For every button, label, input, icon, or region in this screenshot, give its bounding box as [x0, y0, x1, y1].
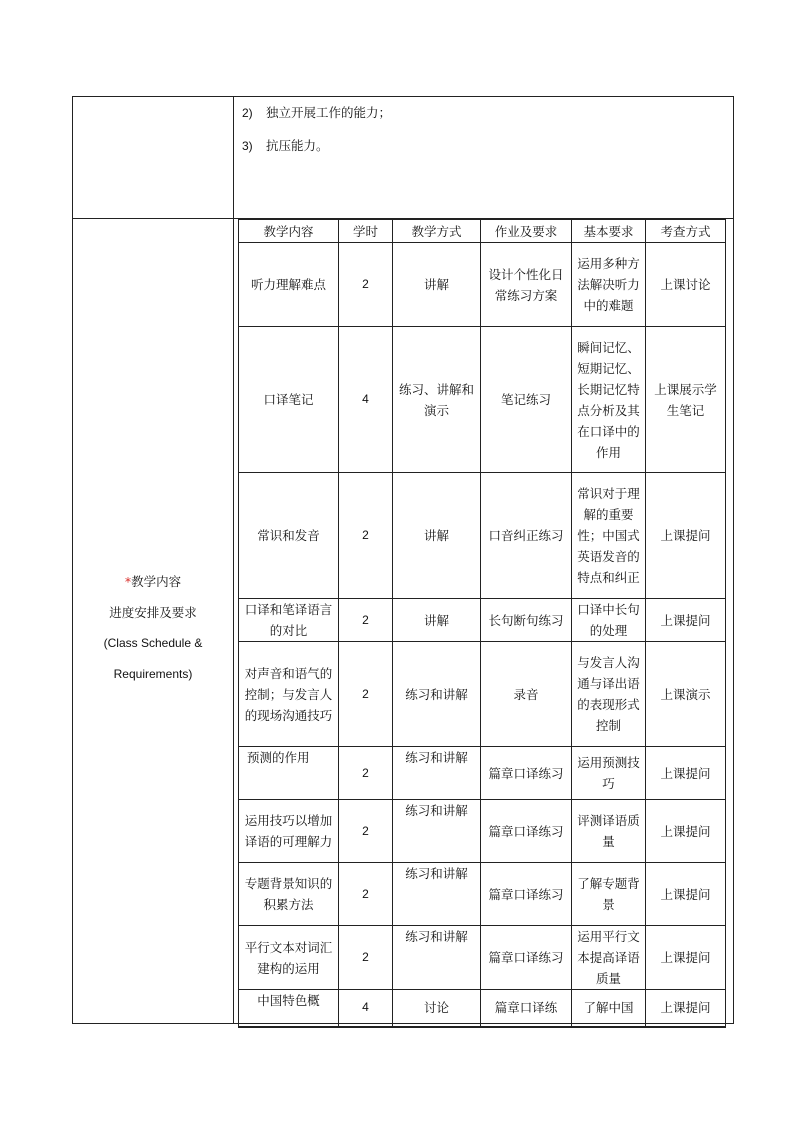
- cell-content: 平行文本对词汇建构的运用: [239, 926, 339, 990]
- cell-basic: 评测译语质量: [572, 800, 646, 863]
- cell-hours: 2: [339, 800, 393, 863]
- schedule-table: [238, 219, 726, 1028]
- cell-content: 常识和发音: [239, 473, 339, 599]
- cell-assess: 上课提问: [646, 747, 726, 800]
- ability-item: [242, 137, 391, 170]
- header-basic: 基本要求: [572, 220, 646, 243]
- header-homework: 作业及要求: [481, 220, 572, 243]
- column-divider: [233, 96, 234, 1024]
- cell-basic: 常识对于理解的重要性；中国式英语发音的特点和纠正: [572, 473, 646, 599]
- cell-assess: 上课提问: [646, 599, 726, 642]
- cell-method: 练习和讲解: [393, 642, 481, 747]
- table-row: [239, 473, 726, 599]
- cell-homework: 篇章口译练习: [481, 863, 572, 926]
- cell-basic: 运用多种方法解决听力中的难题: [572, 243, 646, 327]
- cell-homework: 篇章口译练习: [481, 800, 572, 863]
- header-method: 教学方式: [393, 220, 481, 243]
- cell-method: 练习和讲解: [393, 926, 481, 990]
- cell-homework: 篇章口译练: [481, 990, 572, 1027]
- cell-method: 练习和讲解: [393, 863, 481, 926]
- section-label-english-2: Requirements): [113, 667, 193, 681]
- cell-homework: 设计个性化日常练习方案: [481, 243, 572, 327]
- cell-homework: 长句断句练习: [481, 599, 572, 642]
- table-row: [239, 800, 726, 863]
- cell-method: 练习和讲解: [393, 800, 481, 863]
- ability-item-text: 独立开展工作的能力；: [266, 105, 392, 120]
- section-label-title: *教学内容: [124, 574, 182, 589]
- cell-content: 预测的作用: [239, 747, 339, 800]
- cell-basic: 瞬间记忆、短期记忆、长期记忆特点分析及其在口译中的作用: [572, 327, 646, 473]
- cell-assess: 上课讨论: [646, 243, 726, 327]
- cell-hours: 2: [339, 642, 393, 747]
- cell-homework: 篇章口译练习: [481, 747, 572, 800]
- cell-basic: 了解专题背景: [572, 863, 646, 926]
- cell-assess: 上课提问: [646, 990, 726, 1027]
- section-label-subtitle: 进度安排及要求: [109, 605, 197, 620]
- table-row: [239, 926, 726, 990]
- table-row: [239, 990, 726, 1027]
- cell-content: 对声音和语气的控制；与发言人的现场沟通技巧: [239, 642, 339, 747]
- cell-homework: 篇章口译练习: [481, 926, 572, 990]
- cell-assess: 上课提问: [646, 926, 726, 990]
- table-row: [239, 747, 726, 800]
- header-assess: 考查方式: [646, 220, 726, 243]
- cell-assess: 上课提问: [646, 473, 726, 599]
- table-row: [239, 863, 726, 926]
- cell-assess: 上课提问: [646, 800, 726, 863]
- cell-method: 讲解: [393, 243, 481, 327]
- table-row: [239, 327, 726, 473]
- cell-homework: 录音: [481, 642, 572, 747]
- cell-basic: 与发言人沟通与译出语的表现形式控制: [572, 642, 646, 747]
- cell-content: 运用技巧以增加译语的可理解力: [239, 800, 339, 863]
- cell-hours: 2: [339, 926, 393, 990]
- cell-content: 口译和笔译语言的对比: [239, 599, 339, 642]
- cell-content: 专题背景知识的积累方法: [239, 863, 339, 926]
- cell-hours: 2: [339, 747, 393, 800]
- cell-hours: 2: [339, 863, 393, 926]
- cell-basic: 运用平行文本提高译语质量: [572, 926, 646, 990]
- cell-hours: 4: [339, 990, 393, 1027]
- cell-assess: 上课演示: [646, 642, 726, 747]
- ability-item: [242, 104, 391, 137]
- required-asterisk: *: [124, 574, 132, 589]
- cell-method: 练习和讲解: [393, 747, 481, 800]
- cell-content: 中国特色概: [239, 990, 339, 1027]
- cell-method: 讲解: [393, 599, 481, 642]
- cell-method: 讲解: [393, 473, 481, 599]
- table-row: [239, 642, 726, 747]
- cell-method: 练习、讲解和演示: [393, 327, 481, 473]
- ability-item-number: 3): [242, 139, 253, 153]
- section-label-english-1: (Class Schedule &: [103, 636, 203, 650]
- cell-assess: 上课展示学生笔记: [646, 327, 726, 473]
- cell-homework: 口音纠正练习: [481, 473, 572, 599]
- table-row: [239, 599, 726, 642]
- header-hours: 学时: [339, 220, 393, 243]
- ability-item-text: 抗压能力。: [266, 138, 329, 153]
- table-row: [239, 243, 726, 327]
- cell-content: 听力理解难点: [239, 243, 339, 327]
- cell-assess: 上课提问: [646, 863, 726, 926]
- cell-hours: 2: [339, 473, 393, 599]
- section-label: [73, 566, 233, 690]
- table-header-row: [239, 220, 726, 243]
- cell-hours: 4: [339, 327, 393, 473]
- cell-method: 讨论: [393, 990, 481, 1027]
- ability-item-number: 2): [242, 106, 253, 120]
- cell-basic: 了解中国: [572, 990, 646, 1027]
- cell-content: 口译笔记: [239, 327, 339, 473]
- header-content: 教学内容: [239, 220, 339, 243]
- cell-basic: 运用预测技巧: [572, 747, 646, 800]
- cell-hours: 2: [339, 243, 393, 327]
- ability-list: [242, 104, 391, 170]
- cell-homework: 笔记练习: [481, 327, 572, 473]
- cell-basic: 口译中长句的处理: [572, 599, 646, 642]
- cell-hours: 2: [339, 599, 393, 642]
